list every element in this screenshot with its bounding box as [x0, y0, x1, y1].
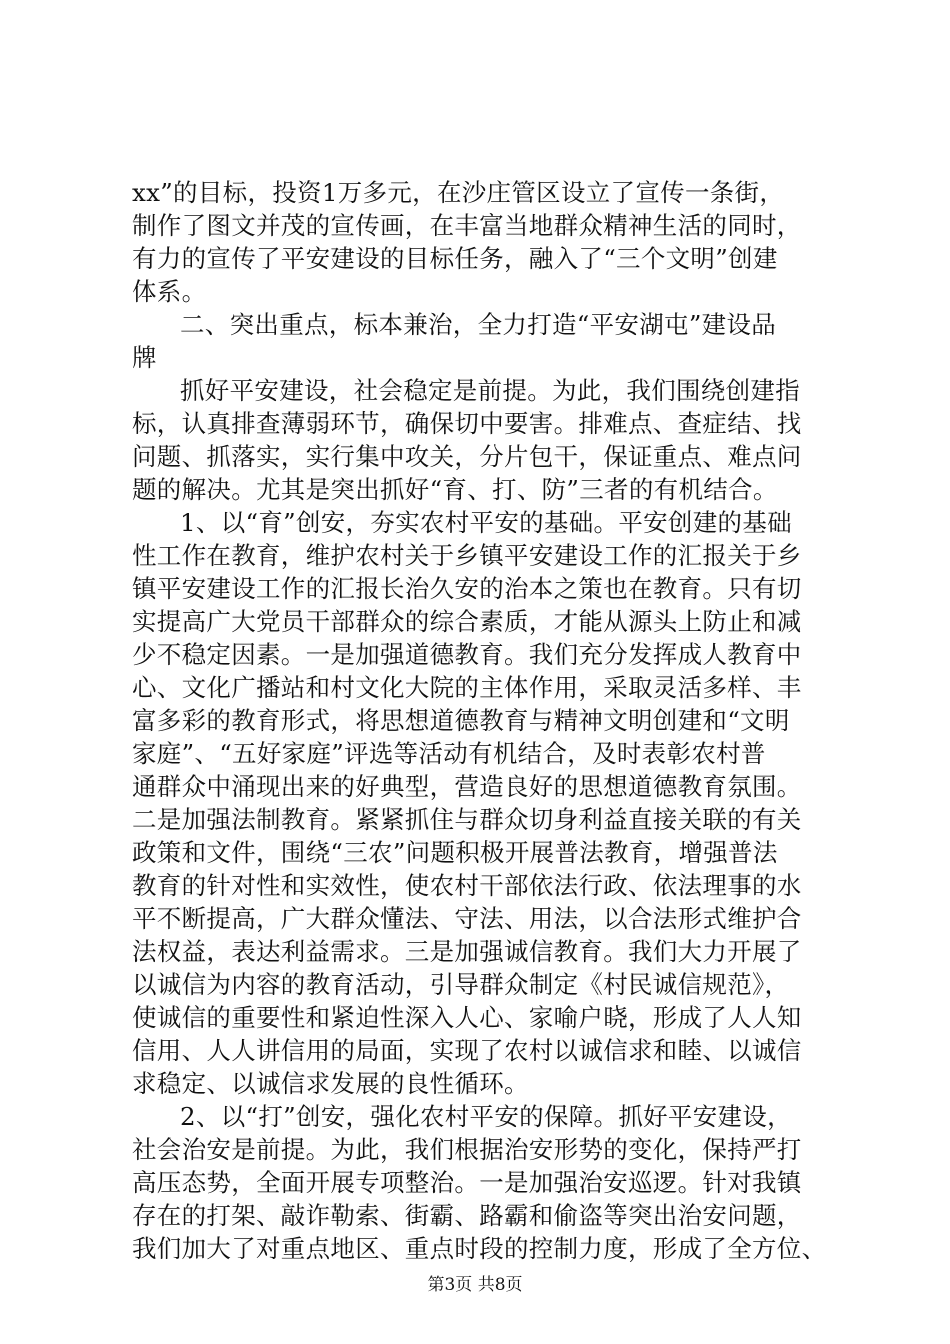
- text-line: 教育的针对性和实效性，使农村干部依法行政、依法理事的水: [132, 871, 802, 900]
- text-line: 二是加强法制教育。紧紧抓住与群众切身利益直接关联的有关: [132, 805, 802, 834]
- text-line: 性工作在教育，维护农村关于乡镇平安建设工作的汇报关于乡: [132, 541, 802, 570]
- page-number-footer: 第3页 共8页: [427, 1275, 523, 1295]
- paragraph-start: 2、以“打”创安，强化农村平安的保障。抓好平安建设，: [180, 1102, 792, 1131]
- text-line: xx”的目标，投资1万多元，在沙庄管区设立了宣传一条街，: [132, 178, 785, 207]
- paragraph-start: 1、以“育”创安，夯实农村平安的基础。平安创建的基础: [180, 508, 792, 537]
- text-line: 家庭”、“五好家庭”评选等活动有机结合，及时表彰农村普: [132, 739, 766, 768]
- text-line: 高压态势，全面开展专项整治。一是加强治安巡逻。针对我镇: [132, 1168, 802, 1197]
- text-line: 实提高广大党员干部群众的综合素质，才能从源头上防止和减: [132, 607, 802, 636]
- section-heading-continued: 牌: [132, 343, 157, 372]
- paragraph-start: 抓好平安建设，社会稳定是前提。为此，我们围绕创建指: [180, 376, 800, 405]
- text-line: 政策和文件，围绕“三农”问题积极开展普法教育，增强普法: [132, 838, 778, 867]
- text-line: 标，认真排查薄弱环节，确保切中要害。排难点、查症结、找: [132, 409, 802, 438]
- text-line: 存在的打架、敲诈勒索、街霸、路霸和偷盗等突出治安问题，: [132, 1201, 802, 1230]
- text-line: 少不稳定因素。一是加强道德教育。我们充分发挥成人教育中: [132, 640, 802, 669]
- text-line: 使诚信的重要性和紧迫性深入人心、家喻户晓，形成了人人知: [132, 1003, 802, 1032]
- text-line: 信用、人人讲信用的局面，实现了农村以诚信求和睦、以诚信: [132, 1036, 802, 1065]
- text-line: 有力的宣传了平安建设的目标任务，融入了“三个文明”创建: [132, 244, 778, 273]
- text-line: 题的解决。尤其是突出抓好“育、打、防”三者的有机结合。: [132, 475, 778, 504]
- text-line: 求稳定、以诚信求发展的良性循环。: [132, 1069, 529, 1098]
- text-line: 以诚信为内容的教育活动，引导群众制定《村民诚信规范》，: [132, 970, 790, 999]
- text-line: 镇平安建设工作的汇报长治久安的治本之策也在教育。只有切: [132, 574, 802, 603]
- text-line: 心、文化广播站和村文化大院的主体作用，采取灵活多样、丰: [132, 673, 802, 702]
- text-line: 问题、抓落实，实行集中攻关，分片包干，保证重点、难点问: [132, 442, 802, 471]
- text-line: 体系。: [132, 277, 207, 306]
- text-line: 法权益，表达利益需求。三是加强诚信教育。我们大力开展了: [132, 937, 802, 966]
- section-heading: 二、突出重点，标本兼治，全力打造“平安湖屯”建设品: [180, 310, 777, 339]
- text-line: 制作了图文并茂的宣传画，在丰富当地群众精神生活的同时，: [132, 211, 802, 240]
- text-line: 富多彩的教育形式，将思想道德教育与精神文明创建和“文明: [132, 706, 790, 735]
- text-line: 平不断提高，广大群众懂法、守法、用法，以合法形式维护合: [132, 904, 802, 933]
- text-line: 社会治安是前提。为此，我们根据治安形势的变化，保持严打: [132, 1135, 802, 1164]
- text-line: 通群众中涌现出来的好典型，营造良好的思想道德教育氛围。: [132, 772, 802, 801]
- text-line: 我们加大了对重点地区、重点时段的控制力度，形成了全方位、: [132, 1234, 827, 1263]
